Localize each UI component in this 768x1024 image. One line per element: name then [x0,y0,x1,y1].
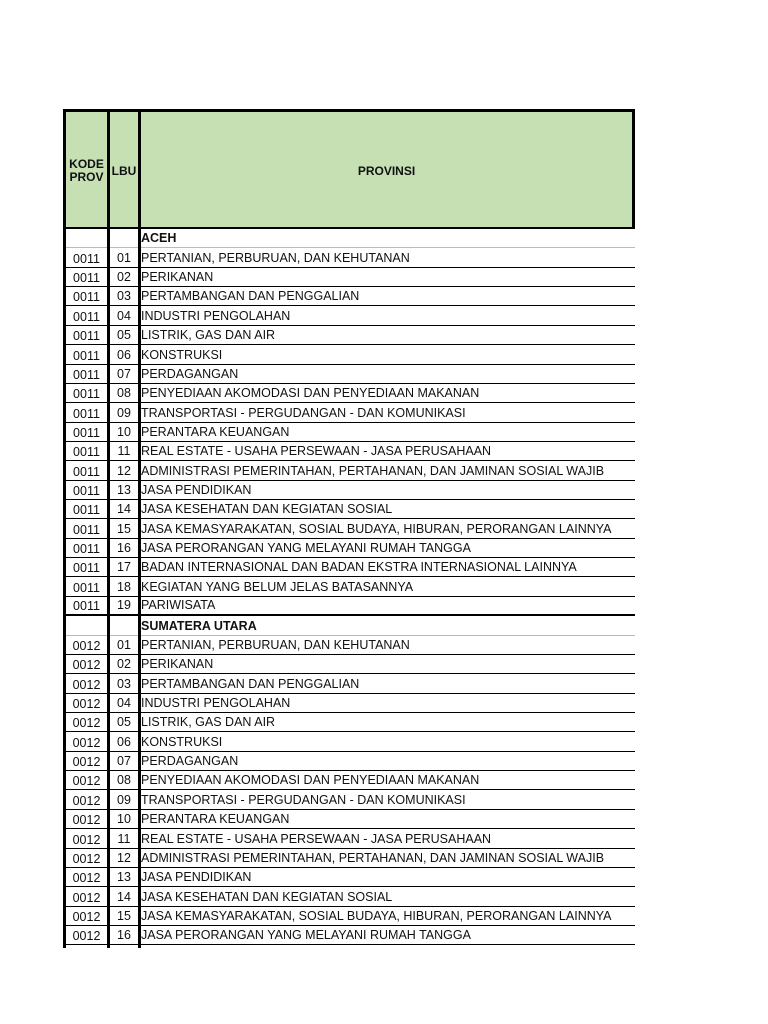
lbu-cell[interactable]: 04 [117,308,131,323]
kode-prov-cell[interactable]: 0012 [72,696,101,711]
header-lbu[interactable]: LBU [111,163,137,178]
kode-prov-cell[interactable]: 0011 [73,309,100,324]
kode-prov-cell[interactable]: 0012 [72,638,101,653]
sector-name-cell[interactable]: INDUSTRI PENGOLAHAN [141,308,291,323]
kode-prov-cell[interactable]: 0012 [72,774,101,789]
kode-prov-cell[interactable]: 0011 [73,251,100,266]
sector-name-cell[interactable]: ADMINISTRASI PEMERINTAHAN, PERTAHANAN, DAN JAMINAN SOSIAL WAJIB [141,850,605,865]
table-row [63,674,635,693]
sector-name-cell[interactable]: BADAN INTERNASIONAL DAN BADAN EKSTRA INTERNASIONAL LAINNYA [141,560,577,575]
sector-name-cell[interactable]: PERTAMBANGAN DAN PENGGALIAN [141,289,360,304]
table-body [63,229,635,945]
table-row [63,345,635,364]
lbu-cell[interactable]: 11 [117,444,131,459]
kode-prov-cell[interactable]: 0011 [73,464,100,479]
sector-name-cell[interactable]: KONSTRUKSI [141,347,223,362]
sector-name-cell[interactable]: PERIKANAN [141,657,214,672]
table-row [63,810,635,829]
table-row [63,732,635,751]
sector-name-cell[interactable]: LISTRIK, GAS DAN AIR [141,328,276,343]
lbu-cell[interactable]: 15 [117,908,131,923]
lbu-cell[interactable]: 05 [117,715,131,730]
table-row [63,752,635,771]
kode-prov-cell[interactable]: 0012 [72,890,101,905]
sector-name-cell[interactable]: PERTANIAN, PERBURUAN, DAN KEHUTANAN [141,250,410,265]
table-row [63,306,635,325]
kode-prov-cell[interactable]: 0011 [73,445,100,460]
lbu-cell[interactable]: 12 [117,850,131,865]
province-name[interactable]: SUMATERA UTARA [141,618,257,633]
lbu-cell[interactable]: 10 [117,424,131,439]
sector-name-cell[interactable]: REAL ESTATE - USAHA PERSEWAAN - JASA PERUSAHAAN [141,831,492,846]
table-row [63,655,635,674]
lbu-cell[interactable]: 16 [117,541,131,556]
sector-name-cell[interactable]: PARIWISATA [141,598,216,613]
table-row [63,442,635,461]
column-divider [107,109,110,948]
table-row [63,849,635,868]
kode-prov-cell[interactable]: 0012 [72,851,101,866]
lbu-cell[interactable]: 07 [117,754,131,769]
sector-name-cell[interactable]: JASA KESEHATAN DAN KEGIATAN SOSIAL [141,502,393,517]
table-row [63,636,635,655]
lbu-cell[interactable]: 14 [117,502,131,517]
kode-prov-cell[interactable]: 0011 [73,522,100,537]
sector-name-cell[interactable]: PERDAGANGAN [141,754,239,769]
table-header [63,109,635,229]
table-row [63,539,635,558]
kode-prov-cell[interactable]: 0012 [72,793,101,808]
table-row [63,887,635,906]
kode-prov-cell[interactable]: 0011 [73,367,100,382]
kode-prov-cell[interactable]: 0011 [73,484,100,499]
lbu-cell[interactable]: 06 [117,347,131,362]
lbu-cell[interactable]: 13 [117,870,131,885]
kode-prov-cell[interactable]: 0011 [73,561,100,576]
column-divider [138,109,141,948]
sector-name-cell[interactable]: PERANTARA KEUANGAN [141,812,290,827]
lbu-cell[interactable]: 02 [117,270,131,285]
lbu-cell[interactable]: 09 [117,405,131,420]
kode-prov-cell[interactable]: 0012 [72,658,101,673]
kode-prov-cell[interactable]: 0012 [72,909,101,924]
province-group-row [63,229,635,248]
header-kode-prov[interactable]: KODE PROV [69,157,104,184]
lbu-cell[interactable]: 05 [117,328,131,343]
kode-prov-cell[interactable]: 0012 [72,716,101,731]
lbu-cell[interactable]: 01 [117,250,131,265]
sector-name-cell[interactable]: TRANSPORTASI - PERGUDANGAN - DAN KOMUNIKASI [141,405,466,420]
sector-name-cell[interactable]: REAL ESTATE - USAHA PERSEWAAN - JASA PERUSAHAAN [141,444,492,459]
lbu-cell[interactable]: 08 [117,386,131,401]
sector-name-cell[interactable]: KEGIATAN YANG BELUM JELAS BATASANNYA [141,579,414,594]
sector-name-cell[interactable]: JASA PERORANGAN YANG MELAYANI RUMAH TANGGA [141,541,471,556]
sector-name-cell[interactable]: JASA PENDIDIKAN [141,483,252,498]
table-row [63,577,635,596]
sector-name-cell[interactable]: TRANSPORTASI - PERGUDANGAN - DAN KOMUNIKASI [141,792,466,807]
table-row [63,868,635,887]
sector-name-cell[interactable]: PERTANIAN, PERBURUAN, DAN KEHUTANAN [141,637,410,652]
sector-name-cell[interactable]: JASA KEMASYARAKATAN, SOSIAL BUDAYA, HIBURAN, PERORANGAN LAINNYA [141,908,612,923]
lbu-cell[interactable]: 19 [117,598,131,613]
kode-prov-cell[interactable]: 0012 [72,813,101,828]
table-row [63,481,635,500]
kode-prov-cell[interactable]: 0011 [73,406,100,421]
sector-name-cell[interactable]: INDUSTRI PENGOLAHAN [141,695,291,710]
kode-prov-cell[interactable]: 0012 [72,677,101,692]
sector-name-cell[interactable]: ADMINISTRASI PEMERINTAHAN, PERTAHANAN, DAN JAMINAN SOSIAL WAJIB [141,463,605,478]
kode-prov-cell[interactable]: 0011 [73,425,100,440]
table-row [63,519,635,538]
table-row [63,771,635,790]
table-row [63,558,635,577]
sector-name-cell[interactable]: PERDAGANGAN [141,366,239,381]
lbu-cell[interactable]: 10 [117,812,131,827]
lbu-cell[interactable]: 02 [117,657,131,672]
lbu-cell[interactable]: 09 [117,792,131,807]
kode-prov-cell[interactable]: 0012 [72,755,101,770]
kode-prov-cell[interactable]: 0011 [73,542,100,557]
lbu-cell[interactable]: 12 [117,463,131,478]
right-border [632,109,635,229]
kode-prov-cell[interactable]: 0011 [73,503,100,518]
table-row [63,713,635,732]
left-border [63,109,66,948]
lbu-cell[interactable]: 11 [117,831,131,846]
kode-prov-cell[interactable]: 0012 [72,735,101,750]
kode-prov-cell[interactable]: 0012 [72,929,101,944]
table-row [63,907,635,926]
lbu-cell[interactable]: 03 [117,676,131,691]
lbu-cell[interactable]: 06 [117,734,131,749]
table-row [63,365,635,384]
lbu-cell[interactable]: 01 [117,637,131,652]
header-provinsi[interactable]: PROVINSI [357,163,416,178]
sector-name-cell[interactable]: KONSTRUKSI [141,734,223,749]
lbu-cell[interactable]: 15 [117,521,131,536]
table-row [63,829,635,848]
table-row [63,326,635,345]
table-row [63,248,635,267]
sector-name-cell[interactable]: JASA PENDIDIKAN [141,870,252,885]
kode-prov-cell[interactable]: 0011 [73,599,100,614]
sector-name-cell[interactable]: PENYEDIAAN AKOMODASI DAN PENYEDIAAN MAKANAN [141,773,480,788]
kode-prov-cell[interactable]: 0011 [73,271,100,286]
lbu-cell[interactable]: 16 [117,928,131,943]
sector-name-cell[interactable]: PERIKANAN [141,270,214,285]
kode-prov-cell[interactable]: 0011 [73,290,100,305]
sector-name-cell[interactable]: LISTRIK, GAS DAN AIR [141,715,276,730]
province-group-row [63,616,635,635]
table-row [63,268,635,287]
sector-name-cell[interactable]: JASA KESEHATAN DAN KEGIATAN SOSIAL [141,889,393,904]
kode-prov-cell[interactable]: 0012 [72,832,101,847]
province-name[interactable]: ACEH [141,231,177,246]
table-row [63,597,635,616]
table-row [63,790,635,809]
kode-prov-cell[interactable]: 0011 [73,329,100,344]
lbu-cell[interactable]: 03 [117,289,131,304]
kode-prov-cell[interactable]: 0011 [73,580,100,595]
sector-name-cell[interactable]: JASA KEMASYARAKATAN, SOSIAL BUDAYA, HIBURAN, PERORANGAN LAINNYA [141,521,612,536]
lbu-cell[interactable]: 08 [117,773,131,788]
kode-prov-cell[interactable]: 0012 [72,871,101,886]
lbu-cell[interactable]: 17 [117,560,131,575]
lbu-cell[interactable]: 14 [117,889,131,904]
sector-name-cell[interactable]: PERTAMBANGAN DAN PENGGALIAN [141,676,360,691]
lbu-cell[interactable]: 13 [117,483,131,498]
kode-prov-cell[interactable]: 0011 [73,348,100,363]
table-row [63,461,635,480]
table-row [63,384,635,403]
table-row [63,926,635,945]
table-row [63,500,635,519]
lbu-cell[interactable]: 04 [117,695,131,710]
table-row [63,287,635,306]
table-row [63,423,635,442]
table-row [63,403,635,422]
lbu-cell[interactable]: 07 [117,366,131,381]
sector-name-cell[interactable]: PERANTARA KEUANGAN [141,424,290,439]
table-row [63,694,635,713]
lbu-cell[interactable]: 18 [117,579,131,594]
kode-prov-cell[interactable]: 0011 [73,387,100,402]
sector-name-cell[interactable]: PENYEDIAAN AKOMODASI DAN PENYEDIAAN MAKANAN [141,386,480,401]
sector-name-cell[interactable]: JASA PERORANGAN YANG MELAYANI RUMAH TANGGA [141,928,471,943]
